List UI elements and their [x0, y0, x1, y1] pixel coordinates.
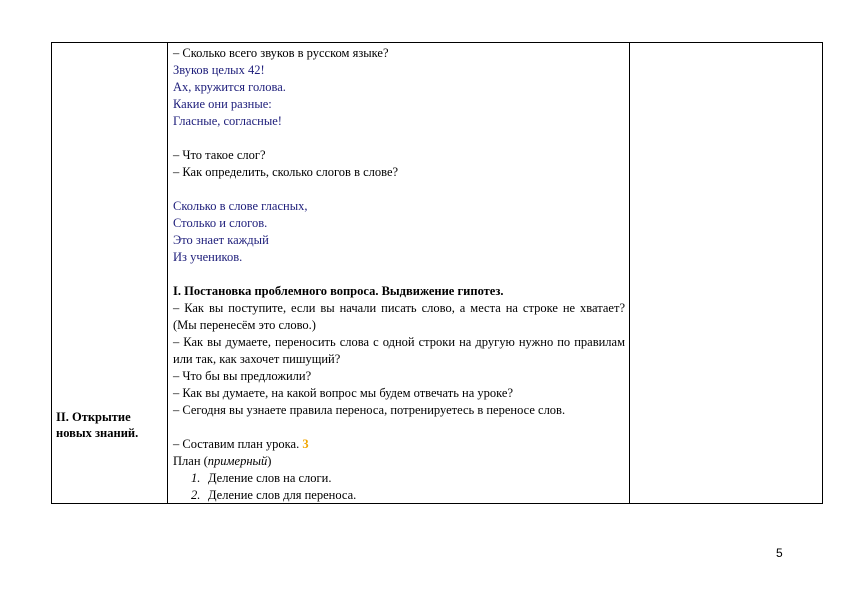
- plan-intro: [173, 436, 625, 453]
- poem-line: Это знает каждый: [173, 233, 269, 247]
- poem-line: Из учеников.: [173, 250, 243, 264]
- section-heading: I. Постановка проблемного вопроса. Выдвижение гипотез.: [173, 284, 504, 298]
- paragraph: – Что бы вы предложили?: [173, 369, 312, 383]
- question-sounds: – Сколько всего звуков в русском языке?: [173, 46, 389, 60]
- question-count-syllables: – Как определить, сколько слогов в слове?: [173, 165, 399, 179]
- poem-line: Столько и слогов.: [173, 216, 268, 230]
- column-divider-2: [629, 43, 630, 503]
- paragraph: – Как вы думаете, переносить слова с одной строки на другую нужно по правилам или так, как захочет пишущий?: [173, 335, 625, 366]
- list-item-text: Деление слов для переноса.: [208, 488, 357, 502]
- poem-line: Гласные, согласные!: [173, 114, 282, 128]
- paragraph: – Сегодня вы узнаете правила переноса, потренируетесь в переносе слов.: [173, 403, 566, 417]
- poem-line: Звуков целых 42!: [173, 63, 265, 77]
- poem-line: Ах, кружится голова.: [173, 80, 286, 94]
- plan-intro-text: – Составим план урока.: [173, 437, 300, 451]
- stage-label: II. Открытие новых знаний.: [56, 410, 139, 440]
- plan-label-italic: примерный: [207, 454, 268, 468]
- plan-label: План (примерный): [173, 454, 272, 468]
- lesson-content: [173, 45, 625, 504]
- page-number: 5: [776, 546, 783, 560]
- list-item: 1. Деление слов на слоги.: [191, 471, 332, 485]
- column-divider-1: [167, 43, 168, 503]
- paragraph: – Как вы поступите, если вы начали писать слово, а места на строке не хватает? (Мы перенесём это слово.): [173, 301, 625, 332]
- plan-number-badge: 3: [302, 437, 309, 451]
- list-item: 2. Деление слов для переноса.: [191, 488, 357, 502]
- lesson-table: [51, 42, 823, 504]
- question-syllable: – Что такое слог?: [173, 148, 266, 162]
- paragraph: – Как вы думаете, на какой вопрос мы будем отвечать на уроке?: [173, 386, 513, 400]
- poem-line: Сколько в слове гласных,: [173, 199, 308, 213]
- poem-line: Какие они разные:: [173, 97, 272, 111]
- list-item-text: Деление слов на слоги.: [208, 471, 332, 485]
